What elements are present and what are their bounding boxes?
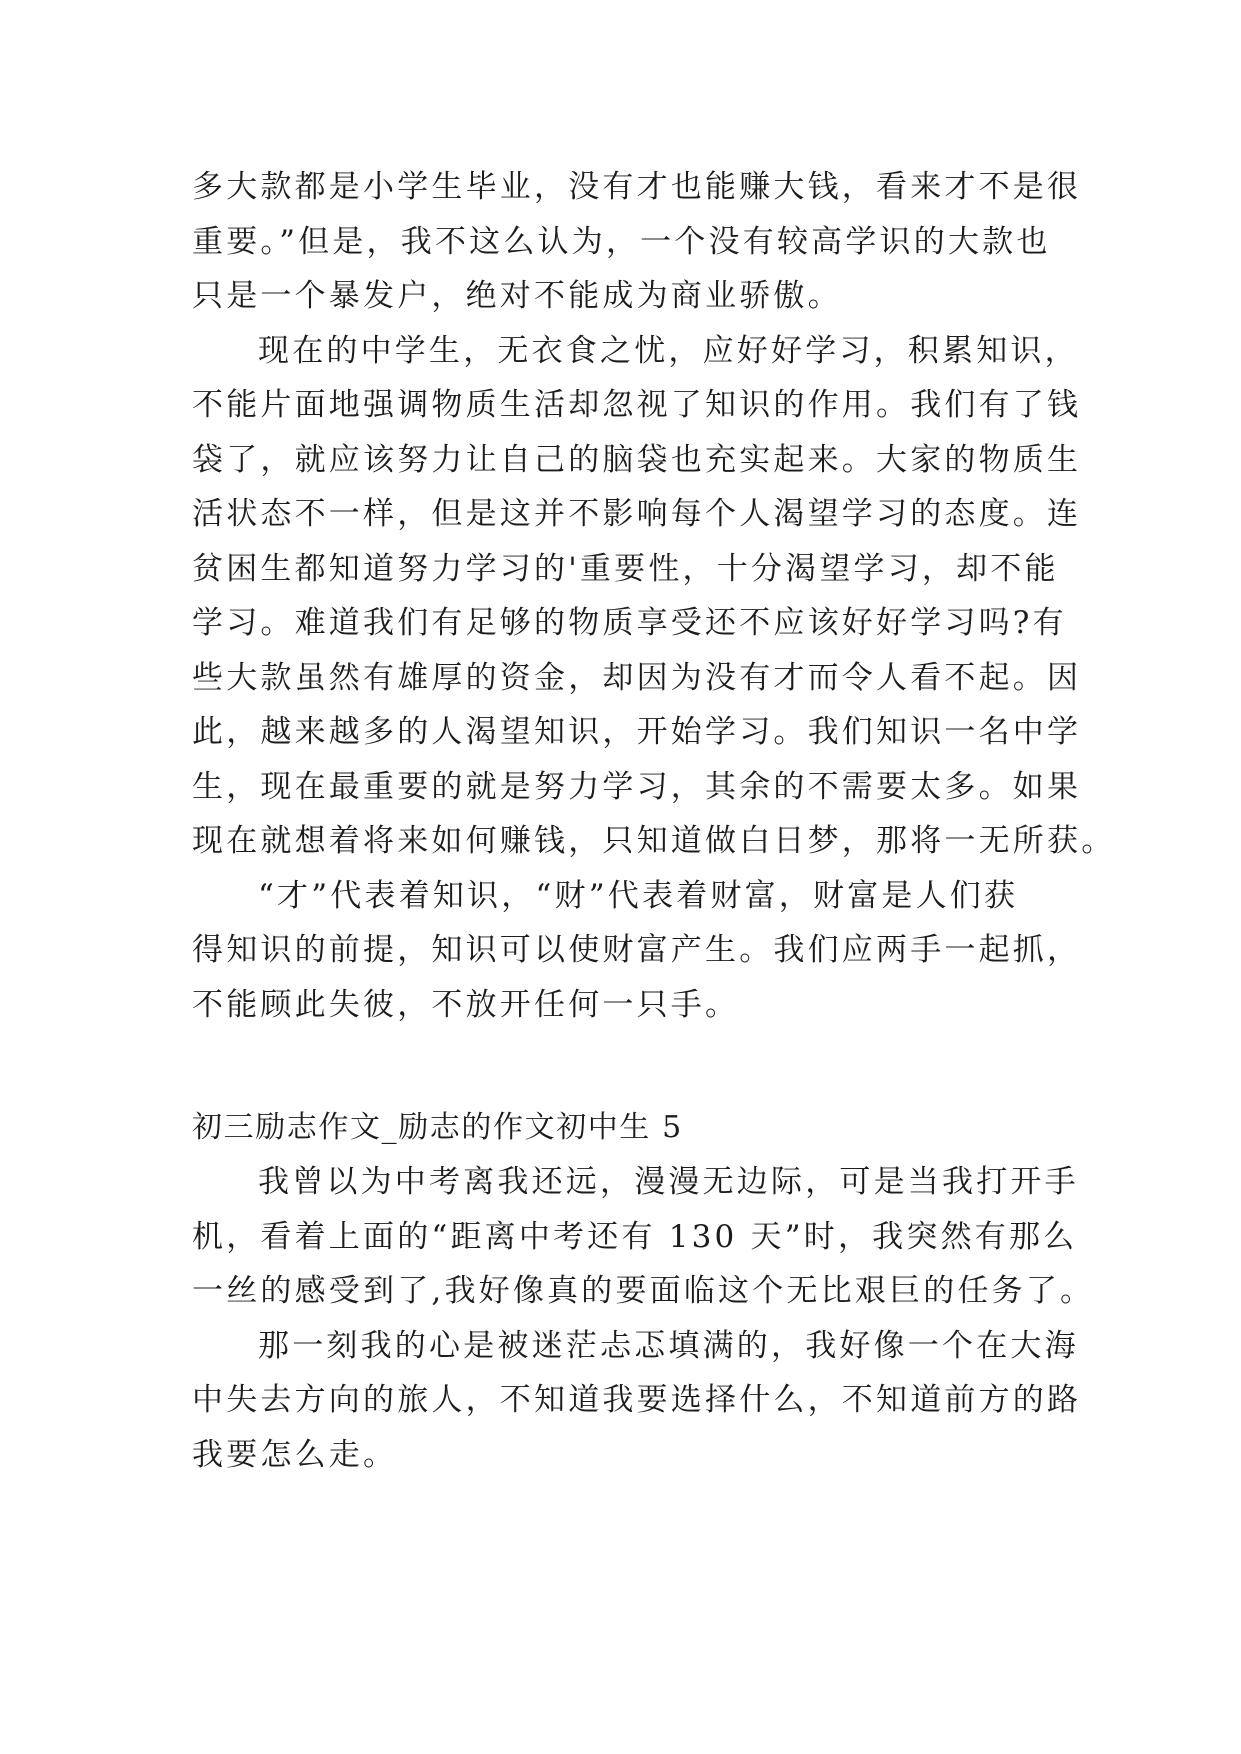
text-line: 不能顾此失彼，不放开任何一只手。 bbox=[192, 986, 740, 1023]
text-line: 此，越来越多的人渴望知识，开始学习。我们知识一名中学 bbox=[192, 714, 1082, 750]
text-line: 现在就想着将来如何赚钱，只知道做白日梦，那将一无所获。 bbox=[192, 823, 1116, 859]
text-line: 多大款都是小学生毕业，没有才也能赚大钱，看来才不是很 bbox=[192, 169, 1082, 205]
text-line: 活状态不一样，但是这并不影响每个人渴望学习的态度。连 bbox=[192, 496, 1082, 532]
text-line: 机，看着上面的“距离中考还有 130 天”时，我突然有那么 bbox=[192, 1218, 1078, 1255]
text-line: 重要。”但是，我不这么认为，一个没有较高学识的大款也 bbox=[192, 223, 1051, 260]
section-spacer bbox=[192, 1032, 1052, 1101]
text-line: 我曾以为中考离我还远，漫漫无边际，可是当我打开手 bbox=[258, 1164, 1079, 1200]
text-line: 不能片面地强调物质生活却忽视了知识的作用。我们有了钱 bbox=[192, 387, 1082, 423]
paragraph bbox=[192, 869, 1082, 1033]
text-line: 那一刻我的心是被迷茫忐忑填满的，我好像一个在大海 bbox=[258, 1327, 1079, 1364]
section-title: 初三励志作文_励志的作文初中生 5 bbox=[192, 1110, 683, 1145]
text-line: 学习。难道我们有足够的物质享受还不应该好好学习吗?有 bbox=[192, 605, 1067, 641]
text-line: 现在的中学生，无衣食之忧，应好好学习，积累知识， bbox=[258, 332, 1079, 369]
paragraph bbox=[192, 1155, 1095, 1319]
text-line: “才”代表着知识，“财”代表着财富，财富是人们获 bbox=[258, 877, 1019, 914]
document-page bbox=[192, 160, 1116, 1482]
text-line: 我要怎么走。 bbox=[192, 1436, 398, 1473]
text-line: 些大款虽然有雄厚的资金，却因为没有才而令人看不起。因 bbox=[192, 659, 1082, 696]
paragraph bbox=[192, 1319, 1082, 1483]
text-line: 袋了，就应该努力让自己的脑袋也充实起来。大家的物质生 bbox=[192, 441, 1082, 478]
text-line: 一丝的感受到了,我好像真的要面临这个无比艰巨的任务了。 bbox=[192, 1273, 1095, 1309]
text-line: 中失去方向的旅人，不知道我要选择什么，不知道前方的路 bbox=[192, 1382, 1082, 1418]
text-line: 只是一个暴发户，绝对不能成为商业骄傲。 bbox=[192, 278, 842, 314]
paragraph bbox=[192, 324, 1116, 869]
paragraph-continuation bbox=[192, 160, 1082, 324]
text-line: 生，现在最重要的就是努力学习，其余的不需要太多。如果 bbox=[192, 768, 1082, 805]
text-line: 得知识的前提，知识可以使财富产生。我们应两手一起抓， bbox=[192, 932, 1082, 968]
text-line: 贫困生都知道努力学习的'重要性，十分渴望学习，却不能 bbox=[192, 550, 1059, 587]
